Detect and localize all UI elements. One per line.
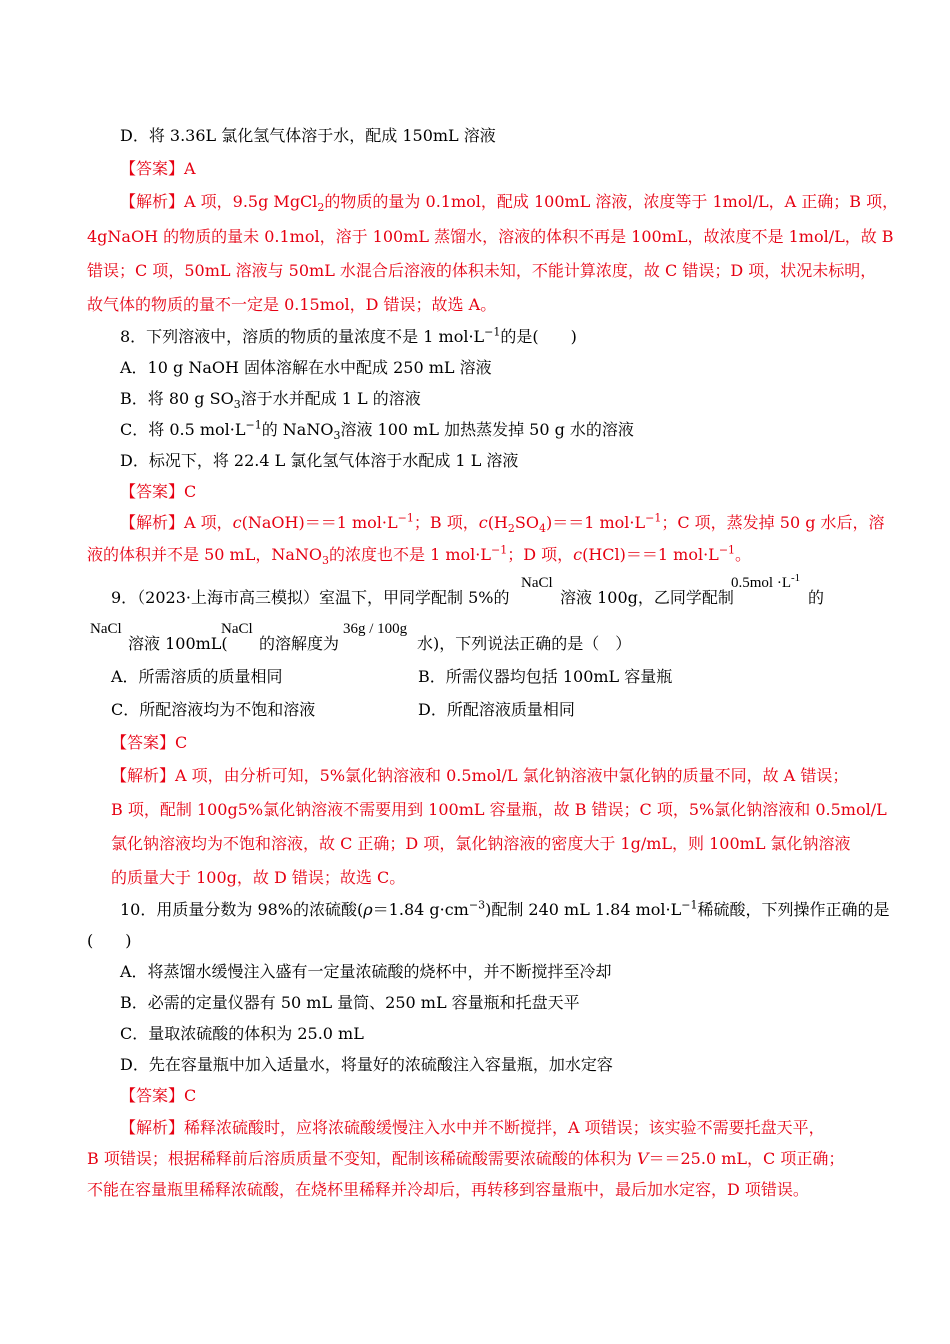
text-run: 的浓度也不是 1 mol·L [329,545,491,564]
formula-nacl: NaCl [521,575,553,591]
text-run: 的 NaNO [261,420,334,439]
text-run: ＝1.84 g·cm [372,900,469,919]
q9-stem-line-2-b: 的溶解度为 [259,634,340,653]
answer-label: 【答案】 [111,733,176,752]
q8-stem [120,326,577,348]
text-run: SO [514,513,539,532]
italic-v: V [636,1149,649,1168]
text-run: B．将 80 g SO [120,389,234,408]
q10-option-c: C．量取浓硫酸的体积为 25.0 mL [120,1024,364,1043]
text-run: ＝＝25.0 mL，C 项正确； [648,1149,845,1168]
superscript: −1 [681,898,698,912]
q7-option-d: D．将 3.36L 氯化氢气体溶于水，配成 150mL 溶液 [120,126,496,145]
subscript: 2 [317,201,325,215]
superscript: −1 [245,418,262,432]
text-run: ；B 项， [413,513,479,532]
text-run: ；D 项， [507,545,574,564]
answer-label: 【答案】 [120,1086,185,1105]
text-run: (NaOH)＝＝1 mol·L [241,513,398,532]
q9-option-a: A．所需溶质的质量相同 [111,667,283,686]
q9-stem-line-1: 9．（2023·上海市高三模拟）室温下，甲同学配制 5%的 [111,588,510,607]
text-run: A 项， [184,513,233,532]
text-run: 0.5mol ·L [731,575,791,591]
text-run: (HCl)＝＝1 mol·L [582,545,719,564]
superscript: −1 [484,325,501,339]
q9-stem-line-2-c: 水)，下列说法正确的是（ ） [417,634,632,653]
q9-explanation-line-4: 的质量大于 100g，故 D 错误；故选 C。 [111,868,406,887]
answer-label: 【答案】 [120,159,185,178]
q10-answer [120,1085,196,1107]
q8-answer [120,481,196,503]
text-run: )配制 240 mL 1.84 mol·L [485,900,682,919]
subscript: 3 [322,554,329,568]
q9-explanation-line-2: B 项，配制 100g5%氯化钠溶液不需要用到 100mL 容量瓶，故 B 错误；C 项，5%氯化钠溶液和 0.5mol/L [111,800,887,819]
italic-c: c [573,545,583,564]
q9-answer [111,732,187,754]
answer-value: C [184,482,197,501]
explanation-label: 【解析】 [120,192,185,211]
text-run: A 项，由分析可知，5%氯化钠溶液和 0.5mol/L 氯化钠溶液中氯化钠的质量不同，故 A 错误； [175,766,849,785]
text-run: ；C 项，蒸发掉 50 g 水后，溶 [661,513,885,532]
text-run: 液的体积并不是 50 mL，NaNO [87,545,322,564]
superscript: −1 [397,511,414,525]
subscript: 3 [233,398,241,412]
text-run: 的物质的量为 0.1mol，配成 100mL 溶液，浓度等于 1mol/L，A 正确；B 项， [324,192,899,211]
subscript: 3 [333,429,341,443]
q8-explanation-line-1 [120,512,885,534]
q9-stem-line-1-b: 溶液 100g，乙同学配制 [560,588,734,607]
text-run: 溶于水并配成 1 L 的溶液 [240,389,421,408]
q7-explanation-line-3: 错误；C 项，50mL 溶液与 50mL 水混合后溶液的体积未知，不能计算浓度，故 C 错误；D 项，状况未标明， [87,261,877,280]
superscript: −3 [468,898,486,912]
italic-rho: ρ [363,900,373,919]
text-run: 的是( ) [500,327,577,346]
text-run: 8．下列溶液中，溶质的物质的量浓度不是 1 mol·L [120,327,485,346]
text-run: 稀释浓硫酸时，应将浓硫酸缓慢注入水中并不断搅拌，A 项错误；该实验不需要托盘天平， [184,1118,825,1137]
text-run: )＝＝1 mol·L [545,513,646,532]
subscript: 2 [507,522,515,536]
q7-explanation-line-4: 故气体的物质的量不一定是 0.15mol，D 错误；故选 A。 [87,295,497,314]
superscript: -1 [791,572,801,584]
q8-option-d: D．标况下，将 22.4 L 氯化氢气体溶于水配成 1 L 溶液 [120,451,519,470]
text-run: (H [487,513,508,532]
formula-nacl: NaCl [221,621,253,637]
superscript: −1 [645,511,662,525]
answer-label: 【答案】 [120,482,185,501]
answer-value: C [184,1086,197,1105]
q9-explanation-line-3: 氯化钠溶液均为不饱和溶液，故 C 正确；D 项，氯化钠溶液的密度大于 1g/mL，则 100mL 氯化钠溶液 [111,834,851,853]
q9-explanation-line-1 [111,765,848,787]
q10-option-b: B．必需的定量仪器有 50 mL 量筒、250 mL 容量瓶和托盘天平 [120,993,580,1012]
q7-answer [120,158,196,180]
superscript: −1 [718,543,736,557]
text-run: 。 [735,545,752,564]
q9-option-b: B．所需仪器均包括 100mL 容量瓶 [418,667,673,686]
text-run: 溶液 100 mL 加热蒸发掉 50 g 水的溶液 [340,420,634,439]
explanation-label: 【解析】 [120,1118,185,1137]
italic-c: c [478,513,488,532]
q10-option-a: A．将蒸馏水缓慢注入盛有一定量浓硫酸的烧杯中，并不断搅拌至冷却 [120,962,612,981]
q10-explanation-line-3: 不能在容量瓶里稀释浓硫酸，在烧杯里稀释并冷却后，再转移到容量瓶中，最后加水定容，D 项错误。 [87,1180,809,1199]
answer-value: C [175,733,188,752]
q9-option-d: D．所配溶液质量相同 [418,700,575,719]
text-run: C．将 0.5 mol·L [120,420,246,439]
q8-explanation-line-2 [87,544,751,566]
q8-option-c [120,419,634,441]
explanation-label: 【解析】 [120,513,185,532]
q10-explanation-line-1 [120,1117,825,1139]
formula-nacl: NaCl [90,621,122,637]
text-run: A 项，9.5g MgCl [184,192,318,211]
text-run: B 项错误；根据稀释前后溶质质量不变知，配制该稀硫酸需要浓硫酸的体积为 [87,1149,637,1168]
q9-stem-line-2: 溶液 100mL( [128,634,228,653]
q10-option-d: D．先在容量瓶中加入适量水，将量好的浓硫酸注入容量瓶，加水定容 [120,1055,613,1074]
q9-stem-line-1-c: 的 [808,588,825,607]
italic-c: c [232,513,242,532]
subscript: 4 [538,522,546,536]
q7-explanation-line-1 [120,191,898,213]
q10-explanation-line-2 [87,1148,844,1170]
q10-stem-line-1 [120,899,890,921]
superscript: −1 [491,543,508,557]
text-run: 10．用质量分数为 98%的浓硫酸( [120,900,364,919]
q7-explanation-line-2: 4gNaOH 的物质的量未 0.1mol，溶于 100mL 蒸馏水，溶液的体积不再是 100mL，故浓度不是 1mol/L，故 B [87,227,894,246]
q8-option-b [120,388,421,410]
q10-stem-line-2: ( ) [87,931,132,950]
explanation-label: 【解析】 [111,766,176,785]
q8-option-a: A．10 g NaOH 固体溶解在水中配成 250 mL 溶液 [120,358,492,377]
formula-solubility: 36g / 100g [343,621,408,637]
q9-option-c: C．所配溶液均为不饱和溶液 [111,700,316,719]
text-run: 稀硫酸，下列操作正确的是 [697,900,890,919]
formula-concentration [731,572,801,592]
answer-value: A [184,159,196,178]
